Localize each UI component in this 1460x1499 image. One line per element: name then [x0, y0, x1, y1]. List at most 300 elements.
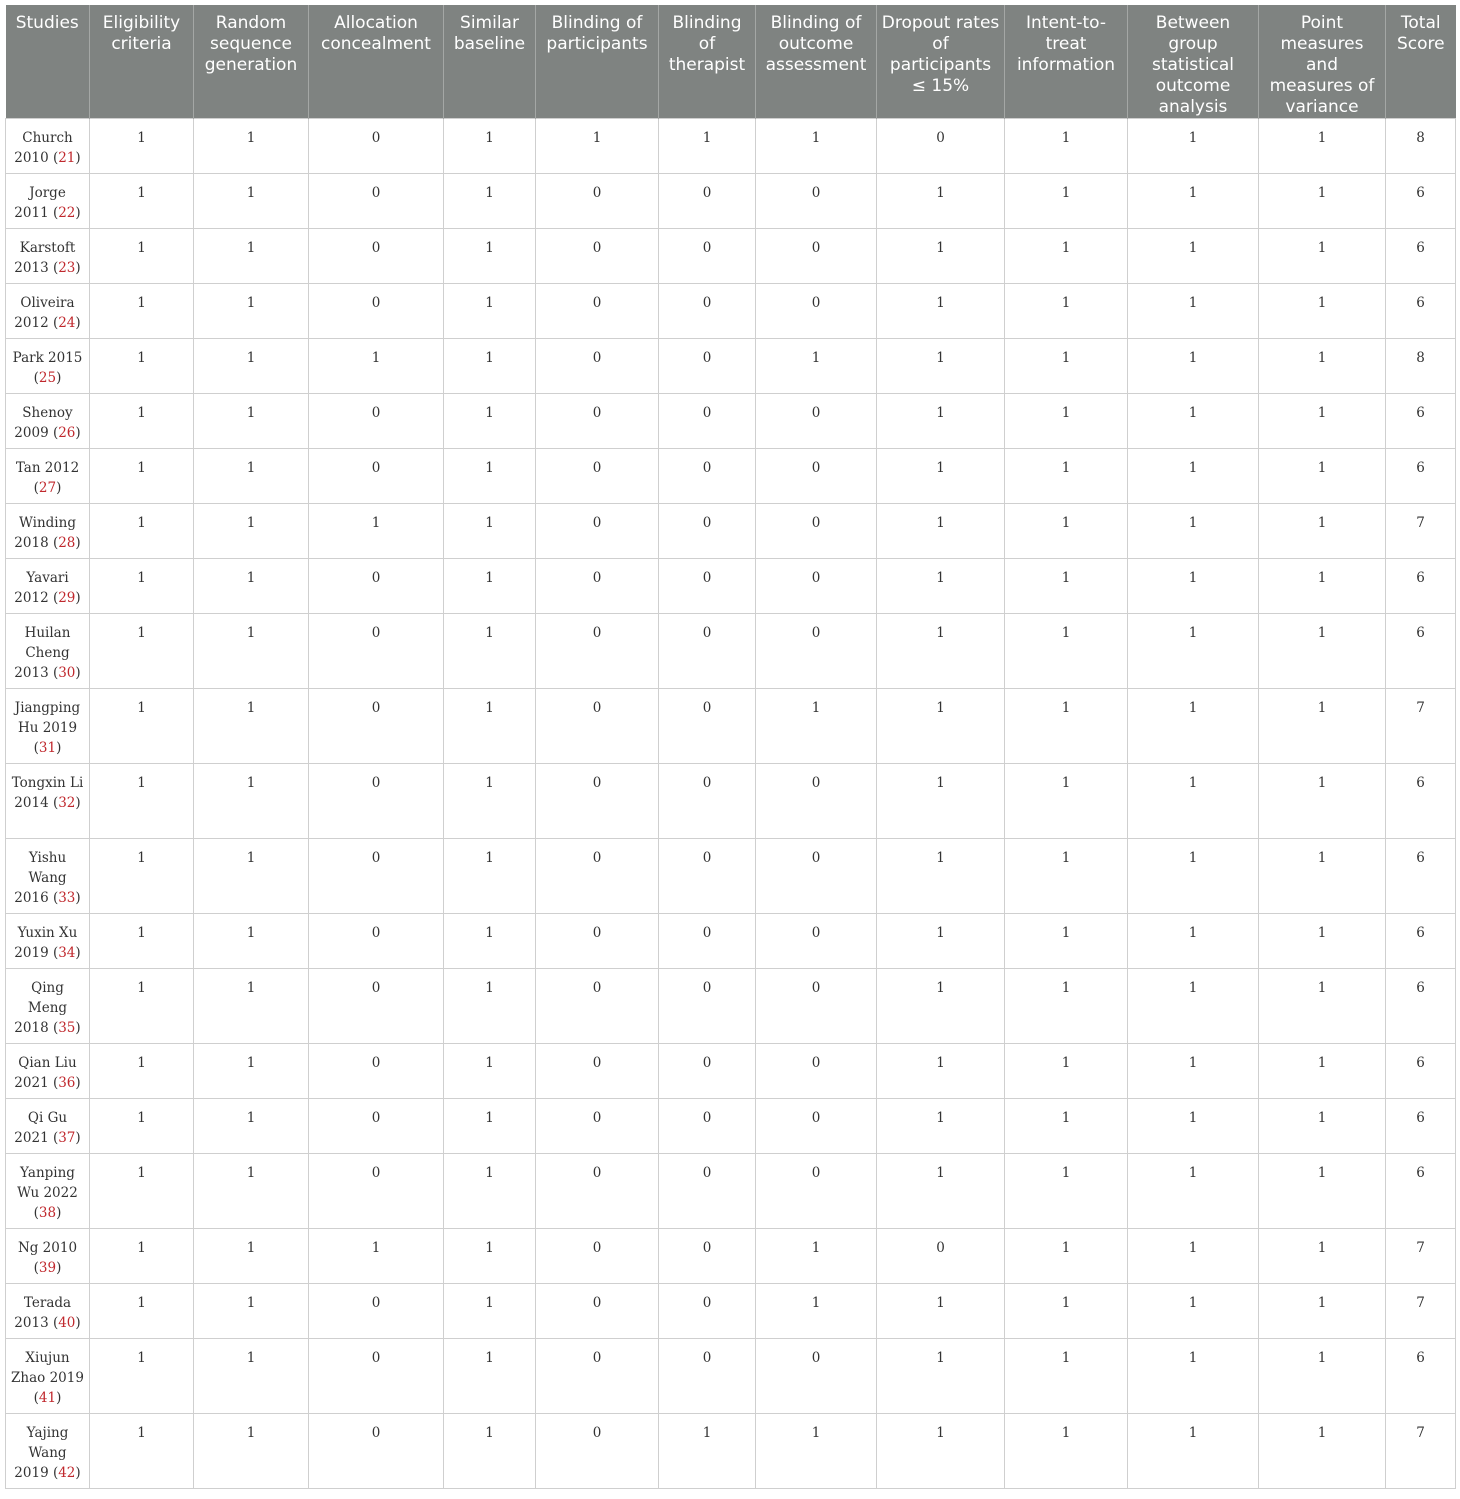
score-cell: 1 [1128, 969, 1259, 1044]
score-cell: 1 [1128, 394, 1259, 449]
score-cell: 1 [444, 839, 536, 914]
study-cell: Yanping Wu 2022 (38) [6, 1154, 90, 1229]
header-row [6, 5, 1456, 119]
score-cell: 1 [1005, 1229, 1128, 1284]
score-cell: 1 [877, 394, 1005, 449]
score-cell: 1 [194, 839, 309, 914]
score-cell: 1 [877, 689, 1005, 764]
score-cell: 1 [877, 1154, 1005, 1229]
score-cell: 1 [194, 119, 309, 174]
score-cell: 1 [1005, 1339, 1128, 1414]
study-name: Tongxin Li 2014 [11, 775, 84, 811]
score-cell: 1 [1005, 764, 1128, 839]
study-name: Winding 2018 [14, 515, 76, 551]
score-cell: 1 [877, 174, 1005, 229]
score-cell: 0 [309, 174, 444, 229]
score-cell: 1 [1005, 689, 1128, 764]
score-cell: 0 [659, 1099, 756, 1154]
table-row [6, 1099, 1456, 1154]
score-cell: 1 [1005, 914, 1128, 969]
score-cell: 1 [877, 284, 1005, 339]
score-cell: 1 [444, 1339, 536, 1414]
score-cell: 1 [1259, 1044, 1386, 1099]
reference-link[interactable]: 29 [58, 590, 76, 606]
table-row [6, 1284, 1456, 1339]
score-cell: 1 [194, 914, 309, 969]
reference-link[interactable]: 24 [58, 315, 76, 331]
score-cell: 1 [1128, 689, 1259, 764]
score-cell: 1 [877, 839, 1005, 914]
score-cell: 0 [659, 284, 756, 339]
score-cell: 0 [756, 1154, 877, 1229]
score-cell: 0 [756, 1044, 877, 1099]
score-cell: 1 [90, 969, 194, 1044]
reference-link[interactable]: 33 [58, 890, 76, 906]
header-point-measures: Point measures and measures of variance [1259, 5, 1386, 119]
total-score-cell: 6 [1386, 559, 1456, 614]
score-cell: 1 [444, 614, 536, 689]
reference-link[interactable]: 39 [38, 1260, 57, 1276]
score-cell: 1 [194, 284, 309, 339]
score-cell: 0 [756, 284, 877, 339]
score-cell: 1 [194, 1414, 309, 1489]
study-name: Yuxin Xu 2019 [14, 925, 78, 961]
reference-link[interactable]: 34 [58, 945, 76, 961]
score-cell: 1 [444, 1229, 536, 1284]
score-cell: 1 [1259, 119, 1386, 174]
score-cell: 1 [1259, 1284, 1386, 1339]
score-cell: 0 [309, 1414, 444, 1489]
score-cell: 0 [536, 229, 659, 284]
header-blinding-participants: Blinding of participants [536, 5, 659, 119]
score-cell: 1 [90, 504, 194, 559]
score-cell: 1 [194, 614, 309, 689]
score-cell: 1 [444, 1414, 536, 1489]
study-name: Ng 2010 [17, 1240, 78, 1256]
reference-link[interactable]: 21 [58, 150, 76, 166]
score-cell: 1 [90, 119, 194, 174]
score-cell: 1 [444, 1044, 536, 1099]
score-cell: 1 [90, 339, 194, 394]
study-name: Church 2010 [14, 130, 73, 166]
score-cell: 0 [756, 394, 877, 449]
score-cell: 1 [90, 614, 194, 689]
score-cell: 0 [877, 1229, 1005, 1284]
score-cell: 0 [536, 1339, 659, 1414]
score-cell: 1 [90, 1414, 194, 1489]
score-cell: 1 [877, 1284, 1005, 1339]
score-cell: 1 [1259, 174, 1386, 229]
score-cell: 1 [444, 449, 536, 504]
study-cell: Qi Gu 2021 (37) [6, 1099, 90, 1154]
reference-link[interactable]: 36 [58, 1075, 76, 1091]
score-cell: 0 [536, 394, 659, 449]
total-score-cell: 6 [1386, 1099, 1456, 1154]
score-cell: 0 [659, 764, 756, 839]
study-cell: Shenoy 2009 (26) [6, 394, 90, 449]
score-cell: 1 [90, 839, 194, 914]
reference-link[interactable]: 35 [58, 1020, 76, 1036]
total-score-cell: 7 [1386, 1229, 1456, 1284]
score-cell: 1 [194, 449, 309, 504]
score-cell: 1 [194, 504, 309, 559]
score-cell: 0 [756, 839, 877, 914]
score-cell: 0 [309, 764, 444, 839]
score-cell: 1 [194, 174, 309, 229]
score-cell: 0 [309, 559, 444, 614]
score-cell: 1 [1128, 1229, 1259, 1284]
study-name: Qi Gu 2021 [14, 1110, 68, 1146]
score-cell: 0 [536, 1099, 659, 1154]
reference-link[interactable]: 41 [38, 1390, 57, 1406]
score-cell: 1 [1259, 969, 1386, 1044]
score-cell: 0 [309, 839, 444, 914]
total-score-cell: 6 [1386, 394, 1456, 449]
study-name: Oliveira 2012 [14, 295, 75, 331]
score-cell: 1 [877, 339, 1005, 394]
score-cell: 1 [90, 1339, 194, 1414]
header-random-sequence-generation: Random sequence generation [194, 5, 309, 119]
study-name: Huilan Cheng 2013 [14, 625, 71, 681]
score-cell: 0 [659, 1154, 756, 1229]
quality-assessment-table [5, 5, 1456, 1489]
reference-link[interactable]: 32 [58, 795, 76, 811]
score-cell: 0 [756, 229, 877, 284]
study-cell: Tongxin Li 2014 (32) [6, 764, 90, 839]
score-cell: 1 [1259, 284, 1386, 339]
score-cell: 1 [1128, 229, 1259, 284]
study-cell: Yavari 2012 (29) [6, 559, 90, 614]
reference-link[interactable]: 42 [58, 1465, 76, 1481]
total-score-cell: 6 [1386, 839, 1456, 914]
score-cell: 1 [1259, 914, 1386, 969]
table-row [6, 839, 1456, 914]
table-row [6, 1229, 1456, 1284]
score-cell: 1 [1005, 229, 1128, 284]
study-name: Xiujun Zhao 2019 [11, 1350, 84, 1386]
study-name: Jorge 2011 [14, 185, 66, 221]
score-cell: 0 [309, 394, 444, 449]
score-cell: 1 [1005, 339, 1128, 394]
score-cell: 0 [536, 1044, 659, 1099]
score-cell: 1 [877, 914, 1005, 969]
study-cell: Oliveira 2012 (24) [6, 284, 90, 339]
score-cell: 1 [90, 764, 194, 839]
table-row [6, 339, 1456, 394]
study-name: Qian Liu 2021 [14, 1055, 77, 1091]
score-cell: 1 [194, 394, 309, 449]
total-score-cell: 7 [1386, 504, 1456, 559]
total-score-cell: 6 [1386, 284, 1456, 339]
score-cell: 0 [536, 839, 659, 914]
score-cell: 1 [1259, 1229, 1386, 1284]
reference-link[interactable]: 40 [58, 1315, 76, 1331]
table-row [6, 914, 1456, 969]
score-cell: 0 [877, 119, 1005, 174]
header-total-score: Total Score [1386, 5, 1456, 119]
reference-link[interactable]: 30 [58, 665, 76, 681]
score-cell: 1 [1259, 764, 1386, 839]
score-cell: 1 [1259, 394, 1386, 449]
score-cell: 0 [309, 1154, 444, 1229]
table-row [6, 689, 1456, 764]
table-row [6, 174, 1456, 229]
header-intent-to-treat: Intent-to-treat information [1005, 5, 1128, 119]
score-cell: 1 [877, 449, 1005, 504]
score-cell: 1 [1005, 1284, 1128, 1339]
score-cell: 1 [1259, 339, 1386, 394]
score-cell: 0 [659, 914, 756, 969]
score-cell: 1 [1128, 1414, 1259, 1489]
study-cell: Jiangping Hu 2019 (31) [6, 689, 90, 764]
study-name: Yajing Wang 2019 [14, 1425, 69, 1481]
table-row [6, 1154, 1456, 1229]
score-cell: 0 [659, 614, 756, 689]
total-score-cell: 6 [1386, 969, 1456, 1044]
score-cell: 1 [90, 1044, 194, 1099]
score-cell: 0 [536, 559, 659, 614]
study-cell: Park 2015 (25) [6, 339, 90, 394]
score-cell: 1 [756, 1284, 877, 1339]
score-cell: 0 [309, 229, 444, 284]
score-cell: 1 [1128, 284, 1259, 339]
score-cell: 0 [659, 1339, 756, 1414]
score-cell: 0 [536, 449, 659, 504]
study-cell: Yuxin Xu 2019 (34) [6, 914, 90, 969]
header-similar-baseline: Similar baseline [444, 5, 536, 119]
table-body [6, 119, 1456, 1489]
total-score-cell: 6 [1386, 174, 1456, 229]
score-cell: 1 [1005, 614, 1128, 689]
score-cell: 1 [194, 1284, 309, 1339]
total-score-cell: 8 [1386, 339, 1456, 394]
total-score-cell: 6 [1386, 449, 1456, 504]
score-cell: 0 [756, 1339, 877, 1414]
score-cell: 0 [756, 174, 877, 229]
score-cell: 1 [90, 1229, 194, 1284]
score-cell: 1 [1128, 449, 1259, 504]
score-cell: 1 [659, 1414, 756, 1489]
score-cell: 1 [194, 764, 309, 839]
score-cell: 1 [1005, 449, 1128, 504]
score-cell: 1 [1259, 504, 1386, 559]
table-row [6, 119, 1456, 174]
score-cell: 1 [444, 394, 536, 449]
score-cell: 1 [90, 689, 194, 764]
score-cell: 1 [1128, 559, 1259, 614]
study-cell: Tan 2012 (27) [6, 449, 90, 504]
score-cell: 1 [1259, 1154, 1386, 1229]
score-cell: 1 [1128, 1339, 1259, 1414]
table-row [6, 764, 1456, 839]
study-cell: Church 2010 (21) [6, 119, 90, 174]
table-row [6, 229, 1456, 284]
score-cell: 1 [877, 1044, 1005, 1099]
total-score-cell: 6 [1386, 1339, 1456, 1414]
reference-link[interactable]: 25 [38, 370, 57, 386]
table-row [6, 394, 1456, 449]
score-cell: 1 [444, 1099, 536, 1154]
study-cell: Terada 2013 (40) [6, 1284, 90, 1339]
score-cell: 1 [1005, 559, 1128, 614]
reference-link[interactable]: 37 [58, 1130, 76, 1146]
score-cell: 1 [1128, 1099, 1259, 1154]
study-cell: Yajing Wang 2019 (42) [6, 1414, 90, 1489]
score-cell: 0 [309, 449, 444, 504]
score-cell: 1 [309, 1229, 444, 1284]
study-cell: Yishu Wang 2016 (33) [6, 839, 90, 914]
study-name: Jiangping Hu 2019 [14, 700, 81, 736]
score-cell: 1 [1259, 614, 1386, 689]
study-cell: Winding 2018 (28) [6, 504, 90, 559]
score-cell: 1 [194, 1099, 309, 1154]
score-cell: 1 [444, 174, 536, 229]
score-cell: 0 [536, 174, 659, 229]
score-cell: 0 [756, 559, 877, 614]
score-cell: 0 [309, 1339, 444, 1414]
total-score-cell: 8 [1386, 119, 1456, 174]
score-cell: 0 [309, 914, 444, 969]
score-cell: 1 [536, 119, 659, 174]
score-cell: 1 [194, 1044, 309, 1099]
score-cell: 1 [90, 559, 194, 614]
score-cell: 1 [877, 229, 1005, 284]
score-cell: 0 [659, 1284, 756, 1339]
score-cell: 0 [309, 1284, 444, 1339]
header-studies: Studies [6, 5, 90, 119]
score-cell: 1 [194, 1154, 309, 1229]
score-cell: 0 [659, 394, 756, 449]
score-cell: 1 [444, 1284, 536, 1339]
reference-link[interactable]: 22 [58, 205, 76, 221]
score-cell: 0 [756, 449, 877, 504]
score-cell: 1 [90, 229, 194, 284]
score-cell: 1 [1128, 174, 1259, 229]
header-eligibility-criteria: Eligibility criteria [90, 5, 194, 119]
score-cell: 1 [1005, 969, 1128, 1044]
reference-link[interactable]: 23 [58, 260, 76, 276]
score-cell: 1 [1259, 689, 1386, 764]
table-row [6, 504, 1456, 559]
reference-link[interactable]: 26 [58, 425, 76, 441]
reference-link[interactable]: 28 [58, 535, 76, 551]
study-cell: Huilan Cheng 2013 (30) [6, 614, 90, 689]
score-cell: 0 [536, 1229, 659, 1284]
score-cell: 1 [1259, 1414, 1386, 1489]
score-cell: 1 [1005, 119, 1128, 174]
score-cell: 0 [659, 229, 756, 284]
score-cell: 0 [536, 339, 659, 394]
score-cell: 1 [309, 339, 444, 394]
reference-link[interactable]: 38 [38, 1205, 57, 1221]
score-cell: 0 [756, 1099, 877, 1154]
reference-link[interactable]: 31 [38, 740, 57, 756]
score-cell: 0 [536, 614, 659, 689]
score-cell: 0 [659, 839, 756, 914]
table-row [6, 969, 1456, 1044]
score-cell: 1 [194, 689, 309, 764]
header-between-group-analysis: Between group statistical outcome analysis [1128, 5, 1259, 119]
score-cell: 0 [309, 119, 444, 174]
reference-link[interactable]: 27 [38, 480, 57, 496]
study-name: Yanping Wu 2022 [17, 1165, 78, 1201]
score-cell: 1 [194, 969, 309, 1044]
score-cell: 1 [194, 229, 309, 284]
score-cell: 1 [1259, 229, 1386, 284]
score-cell: 0 [756, 914, 877, 969]
score-cell: 0 [659, 449, 756, 504]
score-cell: 1 [194, 559, 309, 614]
score-cell: 1 [1128, 504, 1259, 559]
score-cell: 1 [1005, 1099, 1128, 1154]
total-score-cell: 6 [1386, 1044, 1456, 1099]
header-dropout-rates: Dropout rates of participants ≤ 15% [877, 5, 1005, 119]
header-blinding-outcome-assessment: Blinding of outcome assessment [756, 5, 877, 119]
score-cell: 1 [756, 119, 877, 174]
header-blinding-therapist: Blinding of therapist [659, 5, 756, 119]
total-score-cell: 6 [1386, 914, 1456, 969]
score-cell: 1 [444, 339, 536, 394]
study-cell: Qing Meng 2018 (35) [6, 969, 90, 1044]
study-cell: Karstoft 2013 (23) [6, 229, 90, 284]
score-cell: 0 [536, 284, 659, 339]
study-cell: Ng 2010 (39) [6, 1229, 90, 1284]
table-row [6, 284, 1456, 339]
score-cell: 0 [536, 1284, 659, 1339]
score-cell: 1 [877, 1339, 1005, 1414]
score-cell: 0 [659, 504, 756, 559]
score-cell: 1 [756, 689, 877, 764]
table-row [6, 449, 1456, 504]
score-cell: 1 [877, 1099, 1005, 1154]
score-cell: 0 [309, 284, 444, 339]
score-cell: 1 [877, 559, 1005, 614]
header-allocation-concealment: Allocation concealment [309, 5, 444, 119]
score-cell: 1 [90, 1099, 194, 1154]
study-cell: Jorge 2011 (22) [6, 174, 90, 229]
score-cell: 1 [90, 174, 194, 229]
study-name: Karstoft 2013 [14, 240, 76, 276]
score-cell: 1 [444, 1154, 536, 1229]
table-row [6, 559, 1456, 614]
score-cell: 0 [756, 614, 877, 689]
score-cell: 1 [444, 689, 536, 764]
score-cell: 0 [309, 614, 444, 689]
score-cell: 1 [309, 504, 444, 559]
score-cell: 1 [1259, 1099, 1386, 1154]
score-cell: 1 [659, 119, 756, 174]
study-name: Qing Meng 2018 [14, 980, 68, 1036]
score-cell: 0 [659, 339, 756, 394]
score-cell: 0 [309, 969, 444, 1044]
study-cell: Xiujun Zhao 2019 (41) [6, 1339, 90, 1414]
study-name: Yavari 2012 [14, 570, 69, 606]
score-cell: 1 [1259, 1339, 1386, 1414]
score-cell: 1 [756, 1414, 877, 1489]
score-cell: 1 [1005, 174, 1128, 229]
score-cell: 1 [444, 504, 536, 559]
score-cell: 1 [1005, 1044, 1128, 1099]
total-score-cell: 7 [1386, 1414, 1456, 1489]
score-cell: 1 [877, 504, 1005, 559]
score-cell: 1 [194, 339, 309, 394]
study-name: Park 2015 [12, 350, 83, 366]
score-cell: 1 [1259, 559, 1386, 614]
table-row [6, 1339, 1456, 1414]
study-cell: Qian Liu 2021 (36) [6, 1044, 90, 1099]
score-cell: 0 [536, 969, 659, 1044]
score-cell: 1 [1128, 119, 1259, 174]
